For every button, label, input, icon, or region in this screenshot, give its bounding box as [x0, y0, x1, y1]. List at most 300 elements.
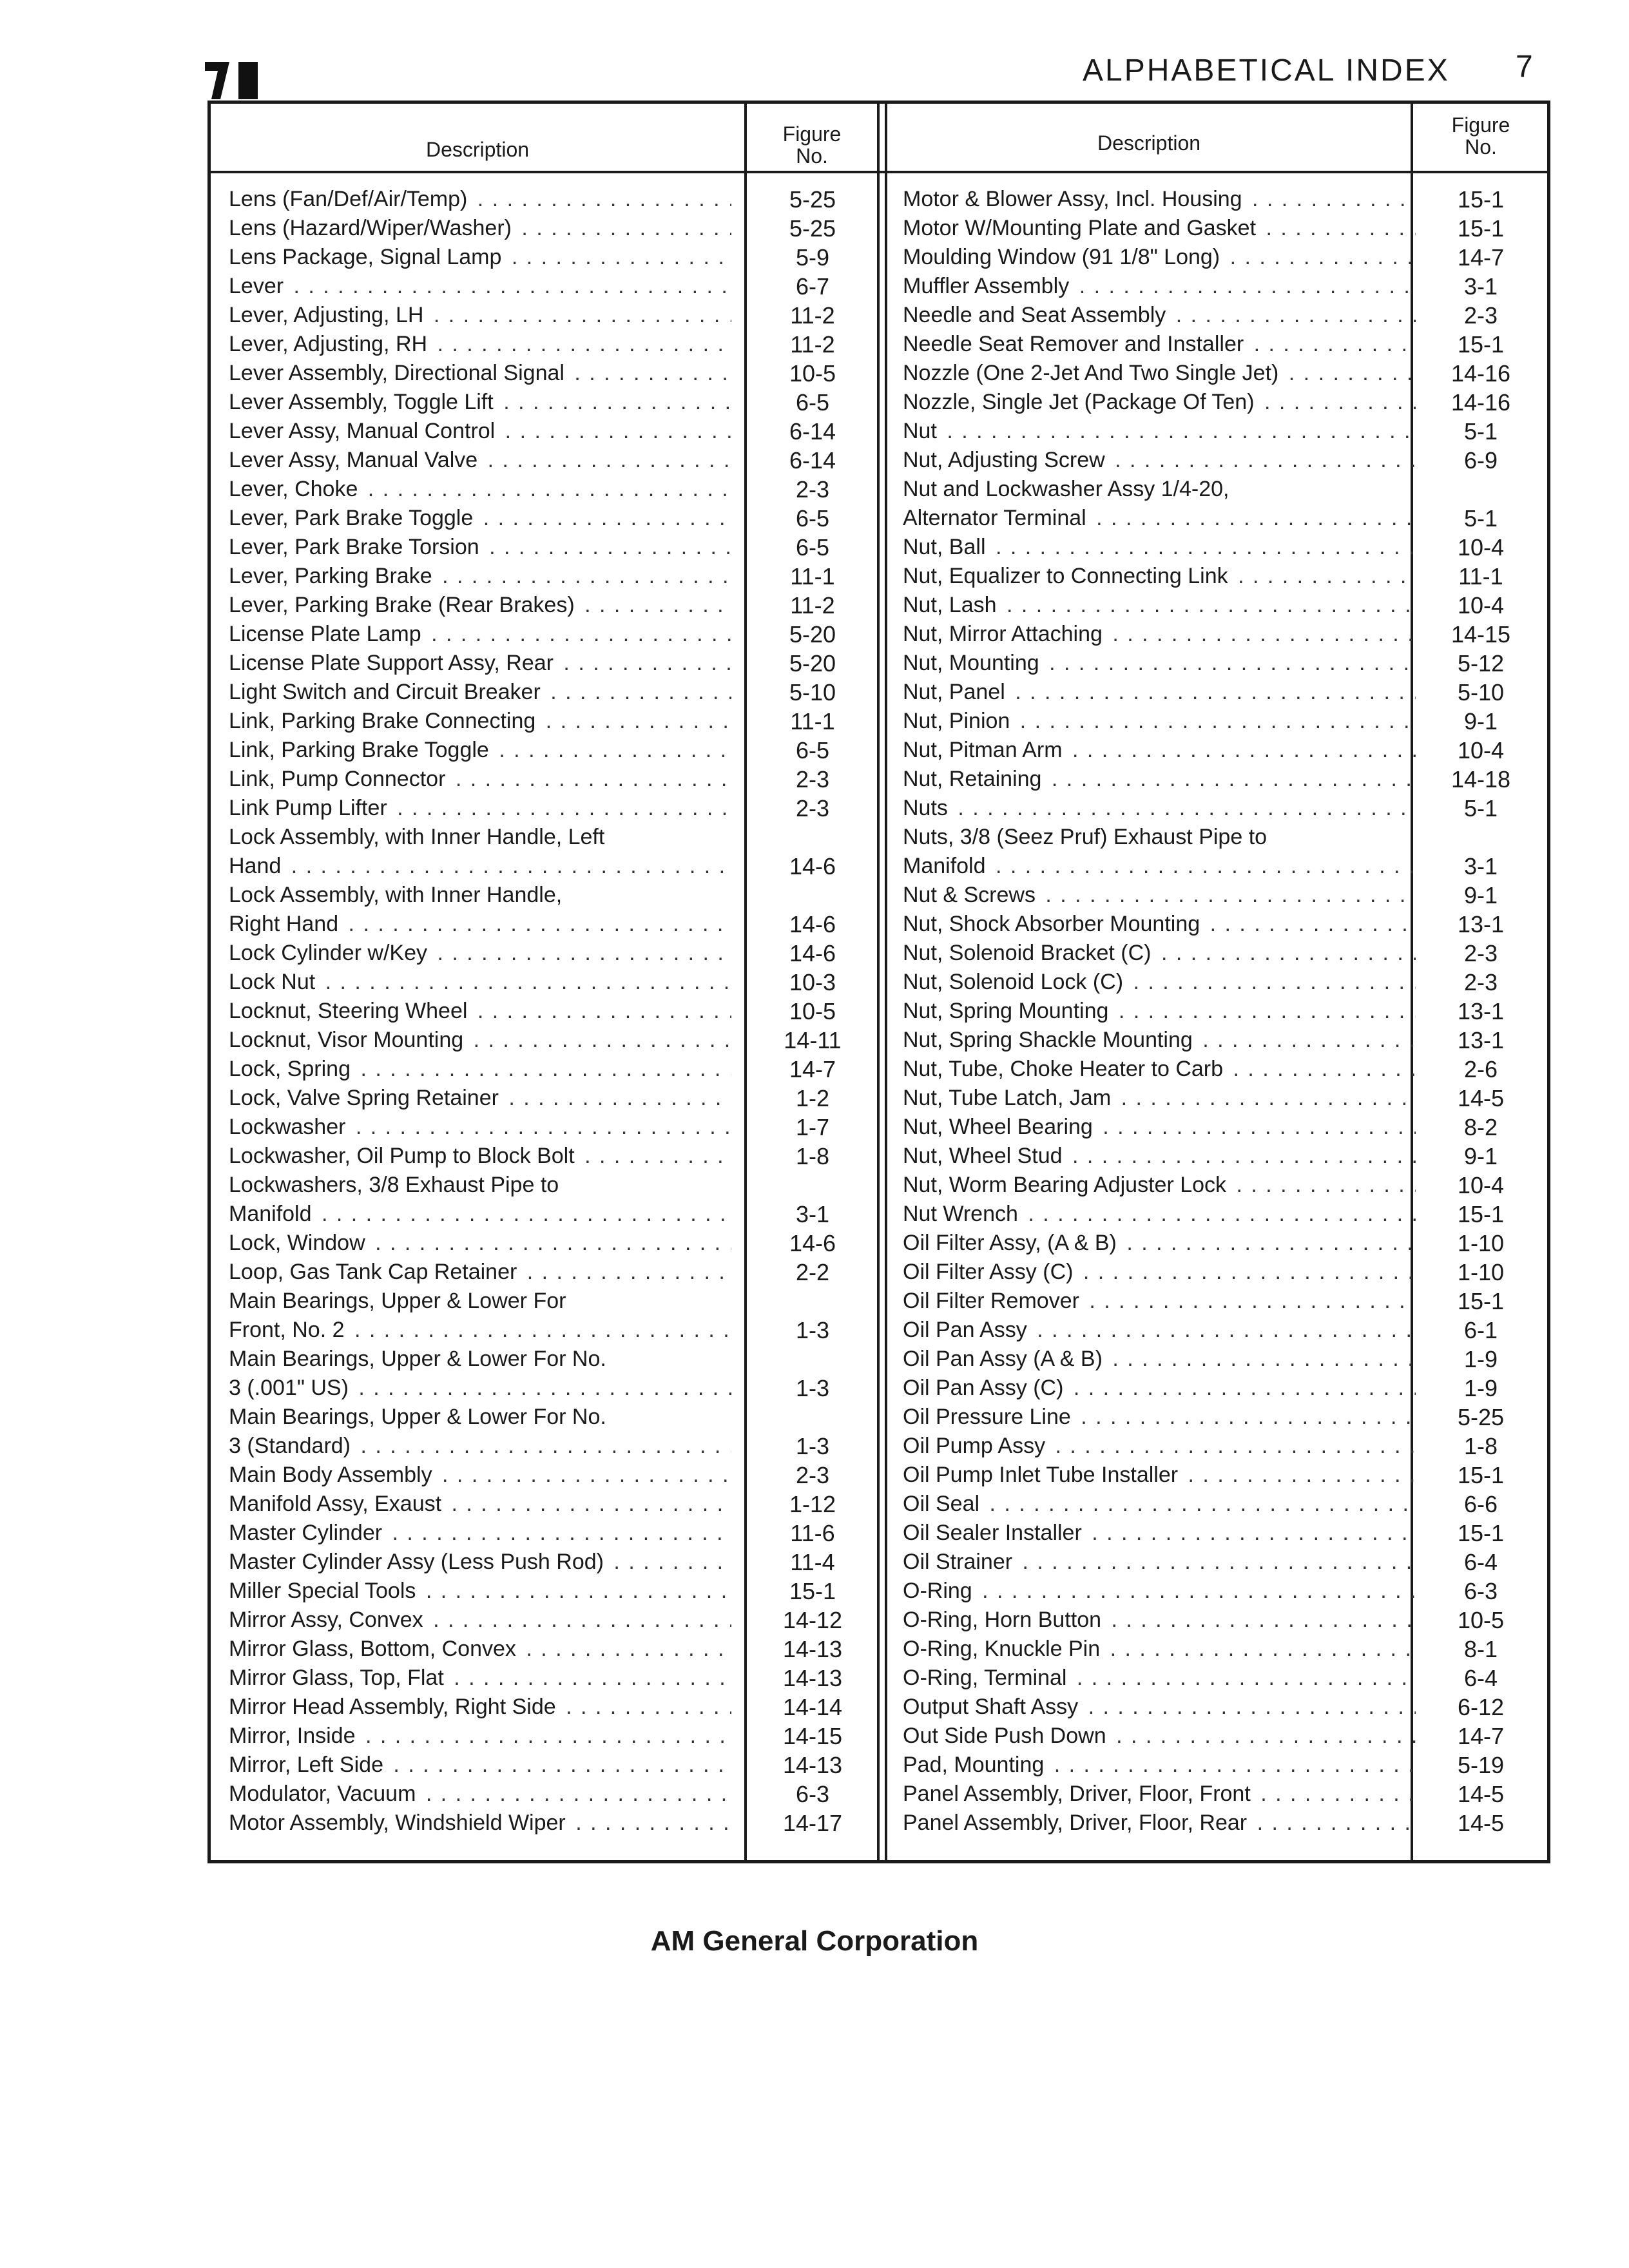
- entry-description-text: Master Cylinder: [229, 1521, 385, 1545]
- entry-description-text: Nut, Worm Bearing Adjuster Lock: [903, 1173, 1229, 1197]
- entry-description: [229, 1519, 731, 1548]
- entry-description-text: Nut, Pinion: [903, 709, 1012, 733]
- entry-description: [903, 1693, 1416, 1722]
- entry-description-text: Front, No. 2: [229, 1318, 347, 1342]
- entry-description: [229, 1345, 731, 1374]
- entry-description: [903, 1606, 1416, 1635]
- entry-description: [229, 359, 731, 388]
- entry-description: [903, 1287, 1416, 1316]
- entry-description: [229, 1577, 731, 1606]
- entry-description: [229, 388, 731, 417]
- index-entry: [211, 1780, 877, 1809]
- entry-description-text: Lever, Park Brake Torsion: [229, 535, 482, 559]
- entry-description-text: Oil Filter Assy, (A & B): [903, 1231, 1119, 1255]
- entry-description-text: Lock, Spring: [229, 1057, 353, 1081]
- index-entry: [211, 707, 877, 736]
- entry-description-text: Nut, Solenoid Bracket (C): [903, 941, 1154, 965]
- index-entry: [885, 910, 1548, 939]
- entry-figure-number: 15-1: [1457, 1520, 1505, 1546]
- index-entry: [211, 272, 877, 301]
- index-entry: [211, 1345, 877, 1374]
- entry-description-text: Nut, Retaining: [903, 767, 1044, 791]
- entry-figure-number: 6-14: [789, 418, 836, 445]
- entry-description: [903, 1229, 1416, 1258]
- entry-description-text: Mirror Head Assembly, Right Side: [229, 1695, 559, 1719]
- entry-figure-number: 6-6: [1463, 1491, 1498, 1517]
- index-entry: [885, 475, 1548, 504]
- index-entry: [885, 185, 1548, 214]
- entry-description-text: Modulator, Vacuum: [229, 1782, 418, 1806]
- index-entry: [211, 243, 877, 272]
- entry-description-text: Alternator Terminal: [903, 506, 1089, 530]
- entry-description: [903, 475, 1416, 504]
- entry-description: [903, 446, 1416, 475]
- index-entry: [885, 1432, 1548, 1461]
- entry-description-text: Pad, Mounting: [903, 1753, 1046, 1777]
- entry-description-text: Lever: [229, 274, 286, 298]
- entry-description: [229, 272, 731, 301]
- entry-description: [229, 1722, 731, 1751]
- entry-description-text: Mirror, Inside: [229, 1724, 358, 1748]
- entry-figure-number: 15-1: [1457, 186, 1505, 213]
- entry-figure-number: 2-6: [1463, 1056, 1498, 1082]
- entry-description-text: Lever, Choke: [229, 477, 360, 501]
- entry-figure-number: 14-7: [1457, 244, 1505, 271]
- index-entry: [885, 243, 1548, 272]
- entry-description: [903, 185, 1416, 214]
- entry-figure-number: 10-5: [789, 998, 836, 1024]
- index-entry: [885, 794, 1548, 823]
- entry-figure-number: 3-1: [1463, 273, 1498, 300]
- entry-figure-number: 6-5: [795, 534, 830, 561]
- entry-description-text: Mirror Glass, Top, Flat: [229, 1666, 447, 1690]
- entry-description-text: Lever Assy, Manual Control: [229, 419, 497, 443]
- entry-description: [903, 359, 1416, 388]
- entry-description: [229, 1606, 731, 1635]
- entry-description-text: Muffler Assembly: [903, 274, 1072, 298]
- entry-description-text: Oil Pump Inlet Tube Installer: [903, 1463, 1181, 1487]
- index-entry: [211, 359, 877, 388]
- index-entry: [211, 1316, 877, 1345]
- entry-description: [903, 1519, 1416, 1548]
- index-entry: [211, 823, 877, 852]
- index-entry: [885, 1142, 1548, 1171]
- entry-description: [903, 1084, 1416, 1113]
- entry-description: [903, 736, 1416, 765]
- entry-description-text: Nut, Lash: [903, 593, 999, 617]
- entry-description-text: Nut, Wheel Stud: [903, 1144, 1065, 1168]
- entry-figure-number: 6-5: [795, 505, 830, 532]
- entry-figure-number: 5-1: [1463, 418, 1498, 445]
- entry-description: [903, 1432, 1416, 1461]
- index-entry: [211, 881, 877, 910]
- entry-description: [903, 620, 1416, 649]
- entry-description: [229, 1026, 731, 1055]
- figure-heading-right-line1: Figure: [1451, 113, 1510, 137]
- index-entry: [885, 968, 1548, 997]
- entry-figure-number: 11-1: [1458, 563, 1503, 590]
- entry-description: [903, 1026, 1416, 1055]
- entry-description: [903, 1635, 1416, 1664]
- entry-figure-number: 2-3: [795, 766, 830, 793]
- index-entry: [885, 852, 1548, 881]
- index-entry: [885, 1229, 1548, 1258]
- entry-description-text: Locknut, Visor Mounting: [229, 1028, 466, 1052]
- index-entry: [211, 301, 877, 330]
- entry-description: [903, 272, 1416, 301]
- index-entry: [885, 1664, 1548, 1693]
- entry-description: [903, 881, 1416, 910]
- entry-description-text: Oil Filter Assy (C): [903, 1260, 1075, 1284]
- entry-description: [229, 1490, 731, 1519]
- entry-figure-number: 14-13: [782, 1752, 843, 1778]
- index-entry: [885, 1171, 1548, 1200]
- entry-description-text: Lock Assembly, with Inner Handle, Left: [229, 825, 607, 849]
- index-entry: [885, 1055, 1548, 1084]
- entry-description: [229, 301, 731, 330]
- entry-description-text: Manifold Assy, Exaust: [229, 1492, 444, 1516]
- entry-figure-number: 6-9: [1463, 447, 1498, 474]
- entry-description-text: License Plate Support Assy, Rear: [229, 651, 556, 675]
- index-entry: [885, 562, 1548, 591]
- entry-figure-number: 14-6: [789, 940, 836, 966]
- entry-description: [903, 562, 1416, 591]
- entry-description-text: Manifold: [229, 1202, 314, 1226]
- index-entry: [885, 1693, 1548, 1722]
- index-entry: [885, 707, 1548, 736]
- index-entry: [211, 1200, 877, 1229]
- index-entry: [885, 1780, 1548, 1809]
- entry-description-text: Oil Seal: [903, 1492, 982, 1516]
- entry-figure-number: 6-1: [1463, 1317, 1498, 1343]
- index-entry: [211, 1606, 877, 1635]
- index-entry: [211, 1577, 877, 1606]
- entry-figure-number: 6-4: [1463, 1665, 1498, 1691]
- entry-description-text: Oil Pump Assy: [903, 1434, 1048, 1458]
- index-entry: [885, 446, 1548, 475]
- entry-description: [229, 185, 731, 214]
- index-entry: [885, 1461, 1548, 1490]
- entry-description: [903, 1722, 1416, 1751]
- entry-figure-number: 6-3: [1463, 1578, 1498, 1604]
- entry-description-text: Link Pump Lifter: [229, 796, 390, 820]
- entry-figure-number: 10-4: [1457, 592, 1505, 619]
- index-entry: [211, 446, 877, 475]
- index-entry: [885, 1200, 1548, 1229]
- entry-description-text: Lever, Adjusting, RH: [229, 332, 430, 356]
- entry-description-text: Main Bearings, Upper & Lower For No.: [229, 1405, 609, 1429]
- entry-description-text: Lock, Window: [229, 1231, 368, 1255]
- entry-figure-number: 5-10: [1457, 679, 1505, 706]
- entry-description-text: Lever, Adjusting, LH: [229, 303, 426, 327]
- index-entry: [211, 910, 877, 939]
- entry-figure-number: 15-1: [1457, 331, 1505, 358]
- entry-description-text: Nut, Mirror Attaching: [903, 622, 1105, 646]
- entry-figure-number: 10-5: [1457, 1607, 1505, 1633]
- entry-figure-number: 3-1: [795, 1201, 830, 1227]
- entry-description: [903, 1055, 1416, 1084]
- entry-figure-number: 14-15: [782, 1723, 843, 1749]
- entry-figure-number: 11-2: [790, 331, 835, 358]
- entry-description-text: Nut, Mounting: [903, 651, 1042, 675]
- entry-figure-number: 14-16: [1451, 389, 1511, 416]
- entry-description-text: Nut, Pitman Arm: [903, 738, 1065, 762]
- entry-figure-number: 2-3: [1463, 969, 1498, 995]
- entry-description-text: Nut, Tube Latch, Jam: [903, 1086, 1113, 1110]
- entry-description-text: 3 (Standard): [229, 1434, 353, 1458]
- entry-description: [229, 1780, 731, 1809]
- index-entry: [885, 388, 1548, 417]
- entry-figure-number: 5-25: [1457, 1404, 1505, 1430]
- entry-figure-number: 2-3: [795, 1462, 830, 1488]
- index-entry: [211, 1693, 877, 1722]
- index-entry: [211, 1026, 877, 1055]
- entry-figure-number: 2-3: [795, 476, 830, 503]
- entry-description-text: Lever Assembly, Toggle Lift: [229, 390, 496, 414]
- index-entry: [885, 1403, 1548, 1432]
- entry-description: [903, 1751, 1416, 1780]
- index-entry: [211, 1084, 877, 1113]
- index-entry: [211, 214, 877, 243]
- entry-figure-number: 14-5: [1457, 1085, 1505, 1111]
- description-heading-right: Description: [1097, 131, 1201, 155]
- entry-description: [903, 1577, 1416, 1606]
- entry-description: [903, 707, 1416, 736]
- entry-figure-number: 6-5: [795, 737, 830, 764]
- entry-figure-number: 10-3: [789, 969, 836, 995]
- index-entry: [885, 214, 1548, 243]
- entry-figure-number: 11-1: [790, 708, 835, 735]
- entry-figure-number: 9-1: [1463, 1143, 1498, 1169]
- index-entry: [211, 1664, 877, 1693]
- entry-figure-number: 1-12: [789, 1491, 836, 1517]
- entry-description: [903, 939, 1416, 968]
- entry-description-text: Main Body Assembly: [229, 1463, 435, 1487]
- index-entry: [211, 475, 877, 504]
- entry-description-text: 3 (.001" US): [229, 1376, 351, 1400]
- entry-description: [229, 1258, 731, 1287]
- entry-figure-number: 15-1: [1457, 1201, 1505, 1227]
- index-entry: [211, 1287, 877, 1316]
- index-entry: [211, 968, 877, 997]
- entry-description: [229, 1809, 731, 1838]
- entry-figure-number: 5-9: [795, 244, 830, 271]
- entry-description: [229, 504, 731, 533]
- entry-figure-number: 1-8: [795, 1143, 830, 1169]
- entry-figure-number: 14-13: [782, 1665, 843, 1691]
- entry-description: [903, 1374, 1416, 1403]
- entry-description-text: Nozzle, Single Jet (Package Of Ten): [903, 390, 1257, 414]
- entry-description: [229, 736, 731, 765]
- publisher-footer: AM General Corporation: [650, 1925, 979, 1957]
- entry-description-text: Mirror Glass, Bottom, Convex: [229, 1637, 519, 1661]
- entry-description-text: Main Bearings, Upper & Lower For: [229, 1289, 568, 1313]
- entry-description-text: Right Hand: [229, 912, 341, 936]
- index-entry: [885, 533, 1548, 562]
- entry-figure-number: 6-5: [795, 389, 830, 416]
- index-entry: [211, 1751, 877, 1780]
- entry-description: [229, 562, 731, 591]
- figure-heading: [747, 123, 877, 167]
- entry-description: [229, 910, 731, 939]
- entry-description: [903, 852, 1416, 881]
- index-entry: [885, 1084, 1548, 1113]
- entry-description-text: Nut, Tube, Choke Heater to Carb: [903, 1057, 1226, 1081]
- page-title: ALPHABETICAL INDEX: [1083, 53, 1450, 88]
- entry-description-text: Lockwashers, 3/8 Exhaust Pipe to: [229, 1173, 561, 1197]
- entry-figure-number: 14-14: [782, 1694, 843, 1720]
- entry-figure-number: 14-5: [1457, 1781, 1505, 1807]
- entry-figure-number: 10-4: [1457, 737, 1505, 764]
- entry-description-text: Lock Assembly, with Inner Handle,: [229, 883, 564, 907]
- index-entry: [885, 1722, 1548, 1751]
- entry-description-text: Light Switch and Circuit Breaker: [229, 680, 543, 704]
- entry-description-text: Oil Strainer: [903, 1550, 1015, 1574]
- entry-description: [229, 591, 731, 620]
- index-entry: [211, 1403, 877, 1432]
- index-entry: [885, 1519, 1548, 1548]
- entry-description-text: Nut: [903, 419, 940, 443]
- entry-description: [903, 1809, 1416, 1838]
- entry-description-text: Lockwasher, Oil Pump to Block Bolt: [229, 1144, 577, 1168]
- index-entry: [211, 1519, 877, 1548]
- entry-description-text: Out Side Push Down: [903, 1724, 1109, 1748]
- entry-figure-number: 9-1: [1463, 708, 1498, 735]
- entry-figure-number: 15-1: [1457, 1288, 1505, 1314]
- entry-figure-number: 14-12: [782, 1607, 843, 1633]
- entry-description-text: Lock Nut: [229, 970, 318, 994]
- entry-figure-number: 14-6: [789, 853, 836, 879]
- index-entry: [211, 620, 877, 649]
- entry-figure-number: 5-25: [789, 186, 836, 213]
- entry-description-text: Nut Wrench: [903, 1202, 1021, 1226]
- entry-description: [229, 446, 731, 475]
- entry-description-text: Needle Seat Remover and Installer: [903, 332, 1246, 356]
- index-entry: [885, 823, 1548, 852]
- entry-description: [229, 968, 731, 997]
- index-entry: [885, 939, 1548, 968]
- entry-description: [229, 1548, 731, 1577]
- entry-description-text: Nut and Lockwasher Assy 1/4-20,: [903, 477, 1232, 501]
- index-entry: [885, 765, 1548, 794]
- entry-figure-number: 14-15: [1451, 621, 1511, 648]
- header-rule: [211, 171, 1547, 173]
- index-entry: [211, 1548, 877, 1577]
- entry-figure-number: 6-3: [795, 1781, 830, 1807]
- entry-description: [229, 707, 731, 736]
- entry-figure-number: 15-1: [1457, 1462, 1505, 1488]
- entry-figure-number: 1-9: [1463, 1375, 1498, 1401]
- index-entry: [211, 1461, 877, 1490]
- index-entry: [885, 272, 1548, 301]
- entry-description: [229, 1374, 731, 1403]
- entry-figure-number: 14-11: [784, 1027, 842, 1053]
- index-entry: [885, 1577, 1548, 1606]
- index-entry: [885, 1026, 1548, 1055]
- entry-description: [229, 1200, 731, 1229]
- entry-figure-number: 11-4: [790, 1549, 835, 1575]
- index-entry: [211, 417, 877, 446]
- entry-description-text: Lever Assy, Manual Valve: [229, 448, 480, 472]
- entry-description: [903, 417, 1416, 446]
- index-entry: [885, 1374, 1548, 1403]
- entry-figure-number: 14-6: [789, 1230, 836, 1256]
- entry-description: [903, 649, 1416, 678]
- index-entry: [211, 678, 877, 707]
- entry-description: [229, 1693, 731, 1722]
- index-entry: [885, 1490, 1548, 1519]
- entry-figure-number: 13-1: [1457, 998, 1505, 1024]
- entry-description: [229, 1142, 731, 1171]
- entry-description-text: Lockwasher: [229, 1115, 348, 1139]
- index-entry: [211, 1809, 877, 1838]
- entry-description: [903, 330, 1416, 359]
- entry-description-text: Nut, Shock Absorber Mounting: [903, 912, 1202, 936]
- index-entry: [885, 649, 1548, 678]
- index-entry: [211, 1171, 877, 1200]
- entry-figure-number: 2-3: [1463, 302, 1498, 329]
- entry-description-text: Hand: [229, 854, 284, 878]
- entry-description: [903, 533, 1416, 562]
- entry-description-text: Nut, Wheel Bearing: [903, 1115, 1095, 1139]
- entry-figure-number: 14-16: [1451, 360, 1511, 387]
- entry-description: [903, 910, 1416, 939]
- figure-heading-right: [1413, 114, 1548, 158]
- entry-description-text: Lens (Hazard/Wiper/Washer): [229, 216, 514, 240]
- entry-description-text: Lock, Valve Spring Retainer: [229, 1086, 501, 1110]
- entry-description: [903, 997, 1416, 1026]
- index-table: [207, 101, 1550, 1863]
- index-entry: [211, 794, 877, 823]
- entry-description-text: Locknut, Steering Wheel: [229, 999, 470, 1023]
- index-entry: [211, 939, 877, 968]
- entry-description: [229, 794, 731, 823]
- index-entry: [885, 1809, 1548, 1838]
- index-entry: [885, 620, 1548, 649]
- entry-description-text: Link, Parking Brake Connecting: [229, 709, 538, 733]
- index-entry: [211, 649, 877, 678]
- entry-figure-number: 5-10: [789, 679, 836, 706]
- index-entry: [211, 330, 877, 359]
- entry-description-text: O-Ring: [903, 1579, 975, 1603]
- entry-description-text: License Plate Lamp: [229, 622, 424, 646]
- entry-figure-number: 1-3: [795, 1433, 830, 1459]
- entry-figure-number: 15-1: [789, 1578, 836, 1604]
- entry-description-text: Output Shaft Assy: [903, 1695, 1081, 1719]
- entry-description-text: Nut, Adjusting Screw: [903, 448, 1108, 472]
- entry-description-text: Oil Pan Assy (C): [903, 1376, 1066, 1400]
- entry-description-text: Nuts, 3/8 (Seez Pruf) Exhaust Pipe to: [903, 825, 1269, 849]
- entry-description-text: Motor Assembly, Windshield Wiper: [229, 1811, 568, 1835]
- entry-figure-number: 14-6: [789, 911, 836, 937]
- entry-description-text: Lever, Parking Brake: [229, 564, 435, 588]
- index-entry: [211, 185, 877, 214]
- index-entry: [885, 1287, 1548, 1316]
- entry-figure-number: 5-1: [1463, 795, 1498, 822]
- entry-description: [903, 1142, 1416, 1171]
- entry-description-text: Oil Filter Remover: [903, 1289, 1082, 1313]
- entry-description: [903, 678, 1416, 707]
- entry-description: [229, 1171, 731, 1200]
- entry-description: [229, 1229, 731, 1258]
- entry-description: [903, 765, 1416, 794]
- entry-description: [229, 823, 731, 852]
- entry-description: [229, 678, 731, 707]
- index-entry: [885, 736, 1548, 765]
- entry-description: [229, 214, 731, 243]
- entry-figure-number: 1-2: [795, 1085, 830, 1111]
- index-entry: [211, 1055, 877, 1084]
